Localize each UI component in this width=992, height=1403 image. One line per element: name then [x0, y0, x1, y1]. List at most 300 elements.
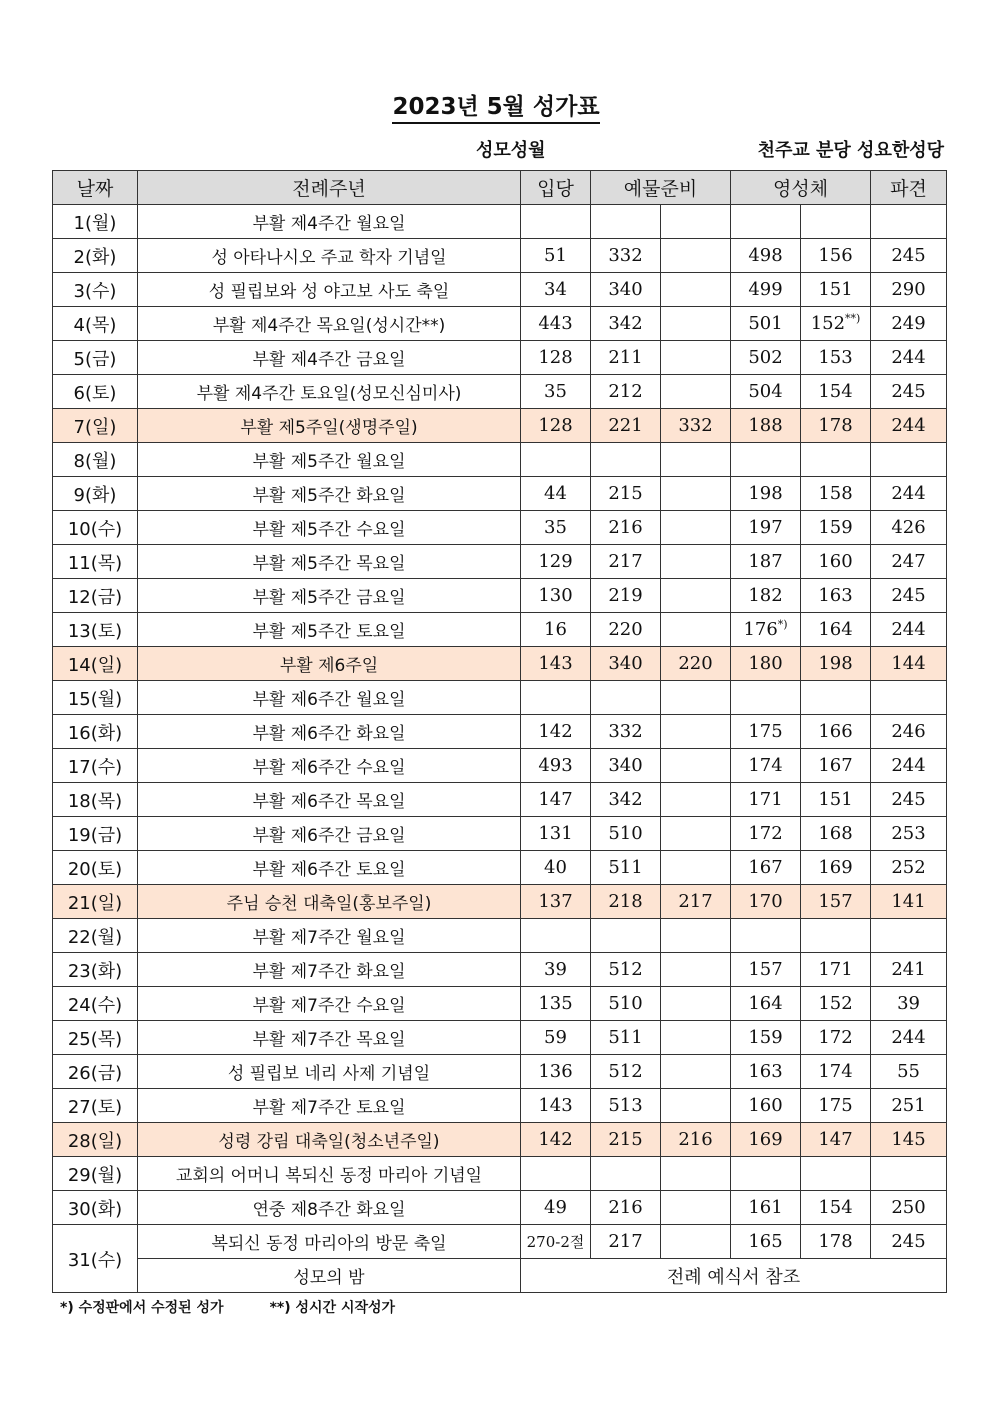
liturgy-cell-text: 부활 제4주간 월요일: [252, 214, 406, 234]
entrance-cell-text: 35: [544, 381, 567, 402]
liturgy-cell: [138, 953, 521, 987]
offertory-cell-1: [591, 205, 661, 239]
entrance-cell: 270-2절: [521, 1225, 591, 1259]
offertory-cell-1-text: 220: [608, 619, 643, 640]
date-cell: [53, 919, 138, 953]
entrance-cell: [521, 783, 591, 817]
recessional-cell-text: 244: [891, 483, 926, 504]
liturgy-cell: [138, 545, 521, 579]
date-cell-text: 29(월): [67, 1164, 123, 1186]
communion-cell-1-text: 169: [748, 1129, 783, 1150]
recessional-cell: [871, 545, 947, 579]
date-cell: [53, 273, 138, 307]
date-cell: [53, 715, 138, 749]
date-cell: [53, 1157, 138, 1191]
offertory-cell-1: [591, 817, 661, 851]
entrance-cell: [521, 239, 591, 273]
liturgy-cell-text: 부활 제6주간 목요일: [252, 792, 406, 812]
date-cell-text: 24(수): [67, 994, 123, 1016]
liturgy-cell-text: 성 필립보 네리 사제 기념일: [227, 1064, 431, 1084]
evening-note-cell: 전례 예식서 참조: [521, 1259, 947, 1293]
date-cell: [53, 647, 138, 681]
offertory-cell-2: [661, 953, 731, 987]
offertory-cell-2: [661, 239, 731, 273]
liturgy-cell: [138, 987, 521, 1021]
date-cell: [53, 477, 138, 511]
entrance-cell-text: 128: [538, 415, 573, 436]
recessional-cell-text: 290: [891, 279, 926, 300]
communion-cell-1: [731, 851, 801, 885]
recessional-cell: [871, 341, 947, 375]
communion-cell-1-text: 176: [743, 619, 778, 640]
communion-cell-1-text: 170: [748, 891, 783, 912]
table-row: [53, 341, 947, 375]
table-row: [53, 307, 947, 341]
liturgy-cell-text: 부활 제6주간 화요일: [252, 724, 406, 744]
offertory-cell-2: [661, 613, 731, 647]
recessional-cell: [871, 205, 947, 239]
communion-cell-1: [731, 1021, 801, 1055]
offertory-cell-2: [661, 851, 731, 885]
header-communion: 영성체: [731, 171, 871, 205]
communion-cell-1: [731, 1191, 801, 1225]
recessional-cell: [871, 1089, 947, 1123]
liturgy-cell: [138, 1089, 521, 1123]
communion-cell-2-text: 167: [818, 755, 853, 776]
communion-cell-1: [731, 273, 801, 307]
table-row: [53, 987, 947, 1021]
communion-cell-2: [801, 1055, 871, 1089]
communion-cell-1: [731, 817, 801, 851]
liturgy-cell-text: 부활 제6주간 월요일: [252, 690, 406, 710]
entrance-cell: [521, 1191, 591, 1225]
entrance-cell-text: 129: [538, 551, 573, 572]
liturgy-cell: 복되신 동정 마리아의 방문 축일: [138, 1225, 521, 1259]
offertory-cell-2: [661, 341, 731, 375]
communion-cell-2-text: 151: [818, 279, 853, 300]
recessional-cell-text: 251: [891, 1095, 926, 1116]
communion-cell-2: [801, 205, 871, 239]
communion-cell-2: [801, 953, 871, 987]
communion-cell-2: [801, 341, 871, 375]
recessional-cell: [871, 1123, 947, 1157]
communion-cell-1-text: 157: [748, 959, 783, 980]
communion-cell-1: 165: [731, 1225, 801, 1259]
communion-cell-1: [731, 953, 801, 987]
date-cell: [53, 341, 138, 375]
entrance-cell: [521, 579, 591, 613]
offertory-cell-1-text: 211: [608, 347, 643, 368]
communion-cell-1-text: 504: [748, 381, 783, 402]
communion-cell-1-text: 164: [748, 993, 783, 1014]
recessional-cell: [871, 1055, 947, 1089]
liturgy-cell: [138, 409, 521, 443]
communion-cell-1: [731, 1055, 801, 1089]
liturgy-cell-text: 부활 제7주간 수요일: [252, 996, 406, 1016]
entrance-cell: [521, 477, 591, 511]
recessional-cell-text: 245: [891, 789, 926, 810]
recessional-cell-text: 144: [891, 653, 926, 674]
offertory-cell-1: [591, 613, 661, 647]
date-cell-text: 3(수): [73, 280, 117, 302]
offertory-cell-1-text: 340: [608, 279, 643, 300]
liturgy-cell-text: 부활 제5주간 토요일: [252, 622, 406, 642]
entrance-cell-text: 493: [538, 755, 573, 776]
liturgy-cell-text: 부활 제4주간 금요일: [252, 350, 406, 370]
date-cell: [53, 613, 138, 647]
offertory-cell-2: [661, 205, 731, 239]
offertory-cell-2: [661, 817, 731, 851]
recessional-cell: [871, 477, 947, 511]
recessional-cell-text: 244: [891, 415, 926, 436]
entrance-cell: [521, 681, 591, 715]
date-cell-text: 5(금): [73, 348, 117, 370]
recessional-cell-text: 253: [891, 823, 926, 844]
liturgy-cell: [138, 783, 521, 817]
entrance-cell-text: 135: [538, 993, 573, 1014]
communion-cell-2-text: 163: [818, 585, 853, 606]
offertory-cell-2: [661, 1123, 731, 1157]
liturgy-cell-text: 성 아타나시오 주교 학자 기념일: [211, 248, 447, 268]
communion-cell-2: [801, 307, 871, 341]
entrance-cell-text: 143: [538, 653, 573, 674]
entrance-cell-text: 147: [538, 789, 573, 810]
entrance-cell: [521, 987, 591, 1021]
communion-cell-2-text: 154: [818, 1197, 853, 1218]
liturgy-cell-text: 부활 제7주간 목요일: [252, 1030, 406, 1050]
offertory-cell-1-text: 510: [608, 993, 643, 1014]
communion-cell-2: [801, 409, 871, 443]
offertory-cell-2: [661, 307, 731, 341]
communion-cell-1: [731, 613, 801, 647]
liturgy-cell: [138, 817, 521, 851]
recessional-cell-text: 145: [891, 1129, 926, 1150]
communion-cell-1: [731, 715, 801, 749]
recessional-cell: [871, 1191, 947, 1225]
offertory-cell-2: [661, 477, 731, 511]
entrance-cell: [521, 1055, 591, 1089]
recessional-cell-text: 141: [891, 891, 926, 912]
offertory-cell-1: [591, 545, 661, 579]
recessional-cell-text: 244: [891, 755, 926, 776]
communion-cell-2: [801, 579, 871, 613]
liturgy-cell-text: 성 필립보와 성 야고보 사도 축일: [208, 282, 450, 302]
offertory-cell-1-text: 511: [608, 1027, 643, 1048]
date-cell: [53, 1055, 138, 1089]
date-cell: [53, 681, 138, 715]
subtitle-month-theme: 성모성월: [476, 140, 546, 161]
communion-cell-2: [801, 239, 871, 273]
recessional-cell: [871, 375, 947, 409]
table-row: [53, 851, 947, 885]
communion-cell-2: [801, 681, 871, 715]
recessional-cell: [871, 409, 947, 443]
footnote-holy-hour: **) 성시간 시작성가: [269, 1300, 396, 1316]
communion-cell-2-text: 198: [818, 653, 853, 674]
offertory-cell-2-text: 332: [678, 415, 713, 436]
date-cell: [53, 307, 138, 341]
communion-cell-2: [801, 273, 871, 307]
footnotes: [60, 1297, 395, 1317]
entrance-cell: [521, 545, 591, 579]
communion-cell-1: [731, 681, 801, 715]
table-row: [53, 885, 947, 919]
communion-cell-2-text: 147: [818, 1129, 853, 1150]
date-cell: [53, 375, 138, 409]
recessional-cell: [871, 715, 947, 749]
date-cell-text: 20(토): [67, 858, 123, 880]
date-cell-text: 1(월): [73, 212, 117, 234]
communion-cell-2-text: 164: [818, 619, 853, 640]
offertory-cell-2: [661, 1191, 731, 1225]
entrance-cell-text: 59: [544, 1027, 567, 1048]
liturgy-cell-text: 부활 제6주간 수요일: [252, 758, 406, 778]
offertory-cell-1: [591, 273, 661, 307]
table-row: [53, 205, 947, 239]
recessional-cell-text: 426: [891, 517, 926, 538]
table-row: [53, 715, 947, 749]
offertory-cell-1-text: 512: [608, 959, 643, 980]
liturgy-cell: [138, 919, 521, 953]
offertory-cell-1-text: 342: [608, 313, 643, 334]
entrance-cell-text: 39: [544, 959, 567, 980]
date-cell-text: 8(월): [73, 450, 117, 472]
recessional-cell: [871, 681, 947, 715]
table-row: [53, 919, 947, 953]
table-row: [53, 1157, 947, 1191]
offertory-cell-1: [591, 885, 661, 919]
communion-cell-2: [801, 477, 871, 511]
date-cell-text: 17(수): [67, 756, 123, 778]
liturgy-cell: [138, 1123, 521, 1157]
offertory-cell-1: [591, 443, 661, 477]
table-row: [53, 817, 947, 851]
offertory-cell-1: [591, 1191, 661, 1225]
entrance-cell-text: 143: [538, 1095, 573, 1116]
offertory-cell-2-text: 216: [678, 1129, 713, 1150]
table-row: [53, 1225, 947, 1259]
offertory-cell-1-text: 342: [608, 789, 643, 810]
offertory-cell-1: [591, 1089, 661, 1123]
date-cell-text: 16(화): [67, 722, 123, 744]
communion-cell-1-text: 159: [748, 1027, 783, 1048]
date-cell-text: 28(일): [67, 1130, 123, 1152]
offertory-cell-1: [591, 749, 661, 783]
header-date: 날짜: [53, 171, 138, 205]
table-row: [53, 239, 947, 273]
recessional-cell: [871, 953, 947, 987]
offertory-cell-2: [661, 1021, 731, 1055]
date-cell-text: 6(토): [73, 382, 117, 404]
recessional-cell: [871, 987, 947, 1021]
entrance-cell-text: 16: [544, 619, 567, 640]
offertory-cell-1-text: 510: [608, 823, 643, 844]
offertory-cell-2: [661, 1055, 731, 1089]
recessional-cell: [871, 783, 947, 817]
subtitle-parish: 천주교 분당 성요한성당: [757, 140, 944, 161]
entrance-cell-text: 130: [538, 585, 573, 606]
table-row: [53, 579, 947, 613]
date-cell: [53, 987, 138, 1021]
date-cell: [53, 1021, 138, 1055]
header-entrance: 입당: [521, 171, 591, 205]
liturgy-cell-text: 부활 제7주간 토요일: [252, 1098, 406, 1118]
offertory-cell-1-text: 340: [608, 653, 643, 674]
offertory-cell-1: [591, 1123, 661, 1157]
date-cell: [53, 409, 138, 443]
communion-cell-2: [801, 715, 871, 749]
offertory-cell-1: [591, 1055, 661, 1089]
liturgy-cell: [138, 681, 521, 715]
liturgy-cell-text: 부활 제5주간 화요일: [252, 486, 406, 506]
date-cell-text: 7(일): [73, 416, 117, 438]
recessional-cell-text: 252: [891, 857, 926, 878]
entrance-cell: [521, 511, 591, 545]
communion-cell-1: [731, 885, 801, 919]
page-title: [0, 88, 992, 121]
offertory-cell-1: [591, 919, 661, 953]
entrance-cell: [521, 749, 591, 783]
entrance-cell-text: 51: [544, 245, 567, 266]
entrance-cell: [521, 1021, 591, 1055]
recessional-cell-text: 244: [891, 1027, 926, 1048]
recessional-cell-text: 246: [891, 721, 926, 742]
entrance-cell: [521, 885, 591, 919]
communion-cell-2-text: 154: [818, 381, 853, 402]
communion-cell-1-text: 501: [748, 313, 783, 334]
communion-cell-1: [731, 1123, 801, 1157]
communion-cell-2: [801, 545, 871, 579]
date-cell-text: 11(목): [67, 552, 123, 574]
entrance-cell: [521, 1089, 591, 1123]
liturgy-cell-text: 교회의 어머니 복되신 동정 마리아 기념일: [175, 1166, 483, 1186]
date-cell-text: 12(금): [67, 586, 123, 608]
recessional-cell: [871, 1021, 947, 1055]
liturgy-cell: [138, 375, 521, 409]
offertory-cell-2: [661, 545, 731, 579]
communion-cell-1-text: 499: [748, 279, 783, 300]
communion-cell-2-text: 174: [818, 1061, 853, 1082]
communion-cell-2-text: 160: [818, 551, 853, 572]
date-cell: [53, 205, 138, 239]
liturgy-cell-text: 부활 제7주간 월요일: [252, 928, 406, 948]
communion-cell-2: [801, 851, 871, 885]
communion-cell-1-text: 171: [748, 789, 783, 810]
offertory-cell-1-text: 217: [608, 551, 643, 572]
hymn-schedule-table: [52, 170, 947, 1293]
communion-cell-2-text: 158: [818, 483, 853, 504]
communion-cell-1-text: 172: [748, 823, 783, 844]
offertory-cell-2: [661, 375, 731, 409]
table-row: [53, 477, 947, 511]
offertory-cell-1-text: 340: [608, 755, 643, 776]
offertory-cell-1: [591, 783, 661, 817]
date-cell: [53, 511, 138, 545]
communion-cell-2-text: 172: [818, 1027, 853, 1048]
offertory-cell-2: [661, 715, 731, 749]
table-row: [53, 1055, 947, 1089]
liturgy-cell: [138, 477, 521, 511]
entrance-cell: [521, 341, 591, 375]
recessional-cell: [871, 1157, 947, 1191]
offertory-cell-1-text: 512: [608, 1061, 643, 1082]
communion-cell-1-text: 175: [748, 721, 783, 742]
entrance-cell: [521, 273, 591, 307]
communion-cell-1: [731, 579, 801, 613]
offertory-cell-1-text: 216: [608, 517, 643, 538]
entrance-cell-text: 49: [544, 1197, 567, 1218]
offertory-cell-2: [661, 1157, 731, 1191]
communion-cell-1: [731, 477, 801, 511]
communion-cell-2-text: 166: [818, 721, 853, 742]
liturgy-cell-text: 주님 승천 대축일(홍보주일): [226, 894, 432, 914]
offertory-cell-1: [591, 1021, 661, 1055]
liturgy-cell: [138, 1191, 521, 1225]
entrance-cell-text: 44: [544, 483, 567, 504]
table-row: [53, 1021, 947, 1055]
communion-cell-2-text: 171: [818, 959, 853, 980]
communion-cell-1-text: 187: [748, 551, 783, 572]
date-cell-text: 19(금): [67, 824, 123, 846]
communion-cell-1-text: 174: [748, 755, 783, 776]
communion-cell-1: [731, 783, 801, 817]
offertory-cell-1: [591, 1157, 661, 1191]
entrance-cell-text: 142: [538, 1129, 573, 1150]
communion-cell-1: [731, 205, 801, 239]
table-row: [53, 409, 947, 443]
recessional-cell: [871, 239, 947, 273]
communion-cell-2: [801, 1089, 871, 1123]
table-row: [53, 953, 947, 987]
offertory-cell-2: [661, 919, 731, 953]
communion-cell-2: 178: [801, 1225, 871, 1259]
date-cell-text: 14(일): [67, 654, 123, 676]
liturgy-cell: [138, 443, 521, 477]
offertory-cell-1-text: 513: [608, 1095, 643, 1116]
entrance-cell: [521, 613, 591, 647]
offertory-cell-2: [661, 647, 731, 681]
communion-cell-2: [801, 443, 871, 477]
communion-cell-1: [731, 511, 801, 545]
table-row: [53, 511, 947, 545]
liturgy-cell-text: 부활 제5주간 금요일: [252, 588, 406, 608]
entrance-cell: [521, 647, 591, 681]
communion-cell-1: [731, 409, 801, 443]
entrance-cell: [521, 205, 591, 239]
recessional-cell-text: 244: [891, 619, 926, 640]
date-cell-text: 9(화): [73, 484, 117, 506]
communion-cell-2-text: 152: [818, 993, 853, 1014]
offertory-cell-2: [661, 579, 731, 613]
table-row: [53, 1259, 947, 1293]
offertory-cell-1: [591, 579, 661, 613]
offertory-cell-1: [591, 511, 661, 545]
communion-cell-1-text: 498: [748, 245, 783, 266]
entrance-cell: [521, 307, 591, 341]
communion-cell-2-text: 152: [810, 313, 846, 334]
date-cell-text: 30(화): [67, 1198, 123, 1220]
liturgy-cell-text: 부활 제5주간 월요일: [252, 452, 406, 472]
communion-cell-1-text: 188: [748, 415, 783, 436]
communion-cell-2-text: 168: [818, 823, 853, 844]
liturgy-cell-text: 부활 제6주간 금요일: [252, 826, 406, 846]
offertory-cell-1-text: 215: [608, 483, 643, 504]
entrance-cell: [521, 409, 591, 443]
date-cell: [53, 885, 138, 919]
communion-cell-1-text: 502: [748, 347, 783, 368]
offertory-cell-2: [661, 1225, 731, 1259]
liturgy-cell-text: 부활 제6주간 토요일: [252, 860, 406, 880]
